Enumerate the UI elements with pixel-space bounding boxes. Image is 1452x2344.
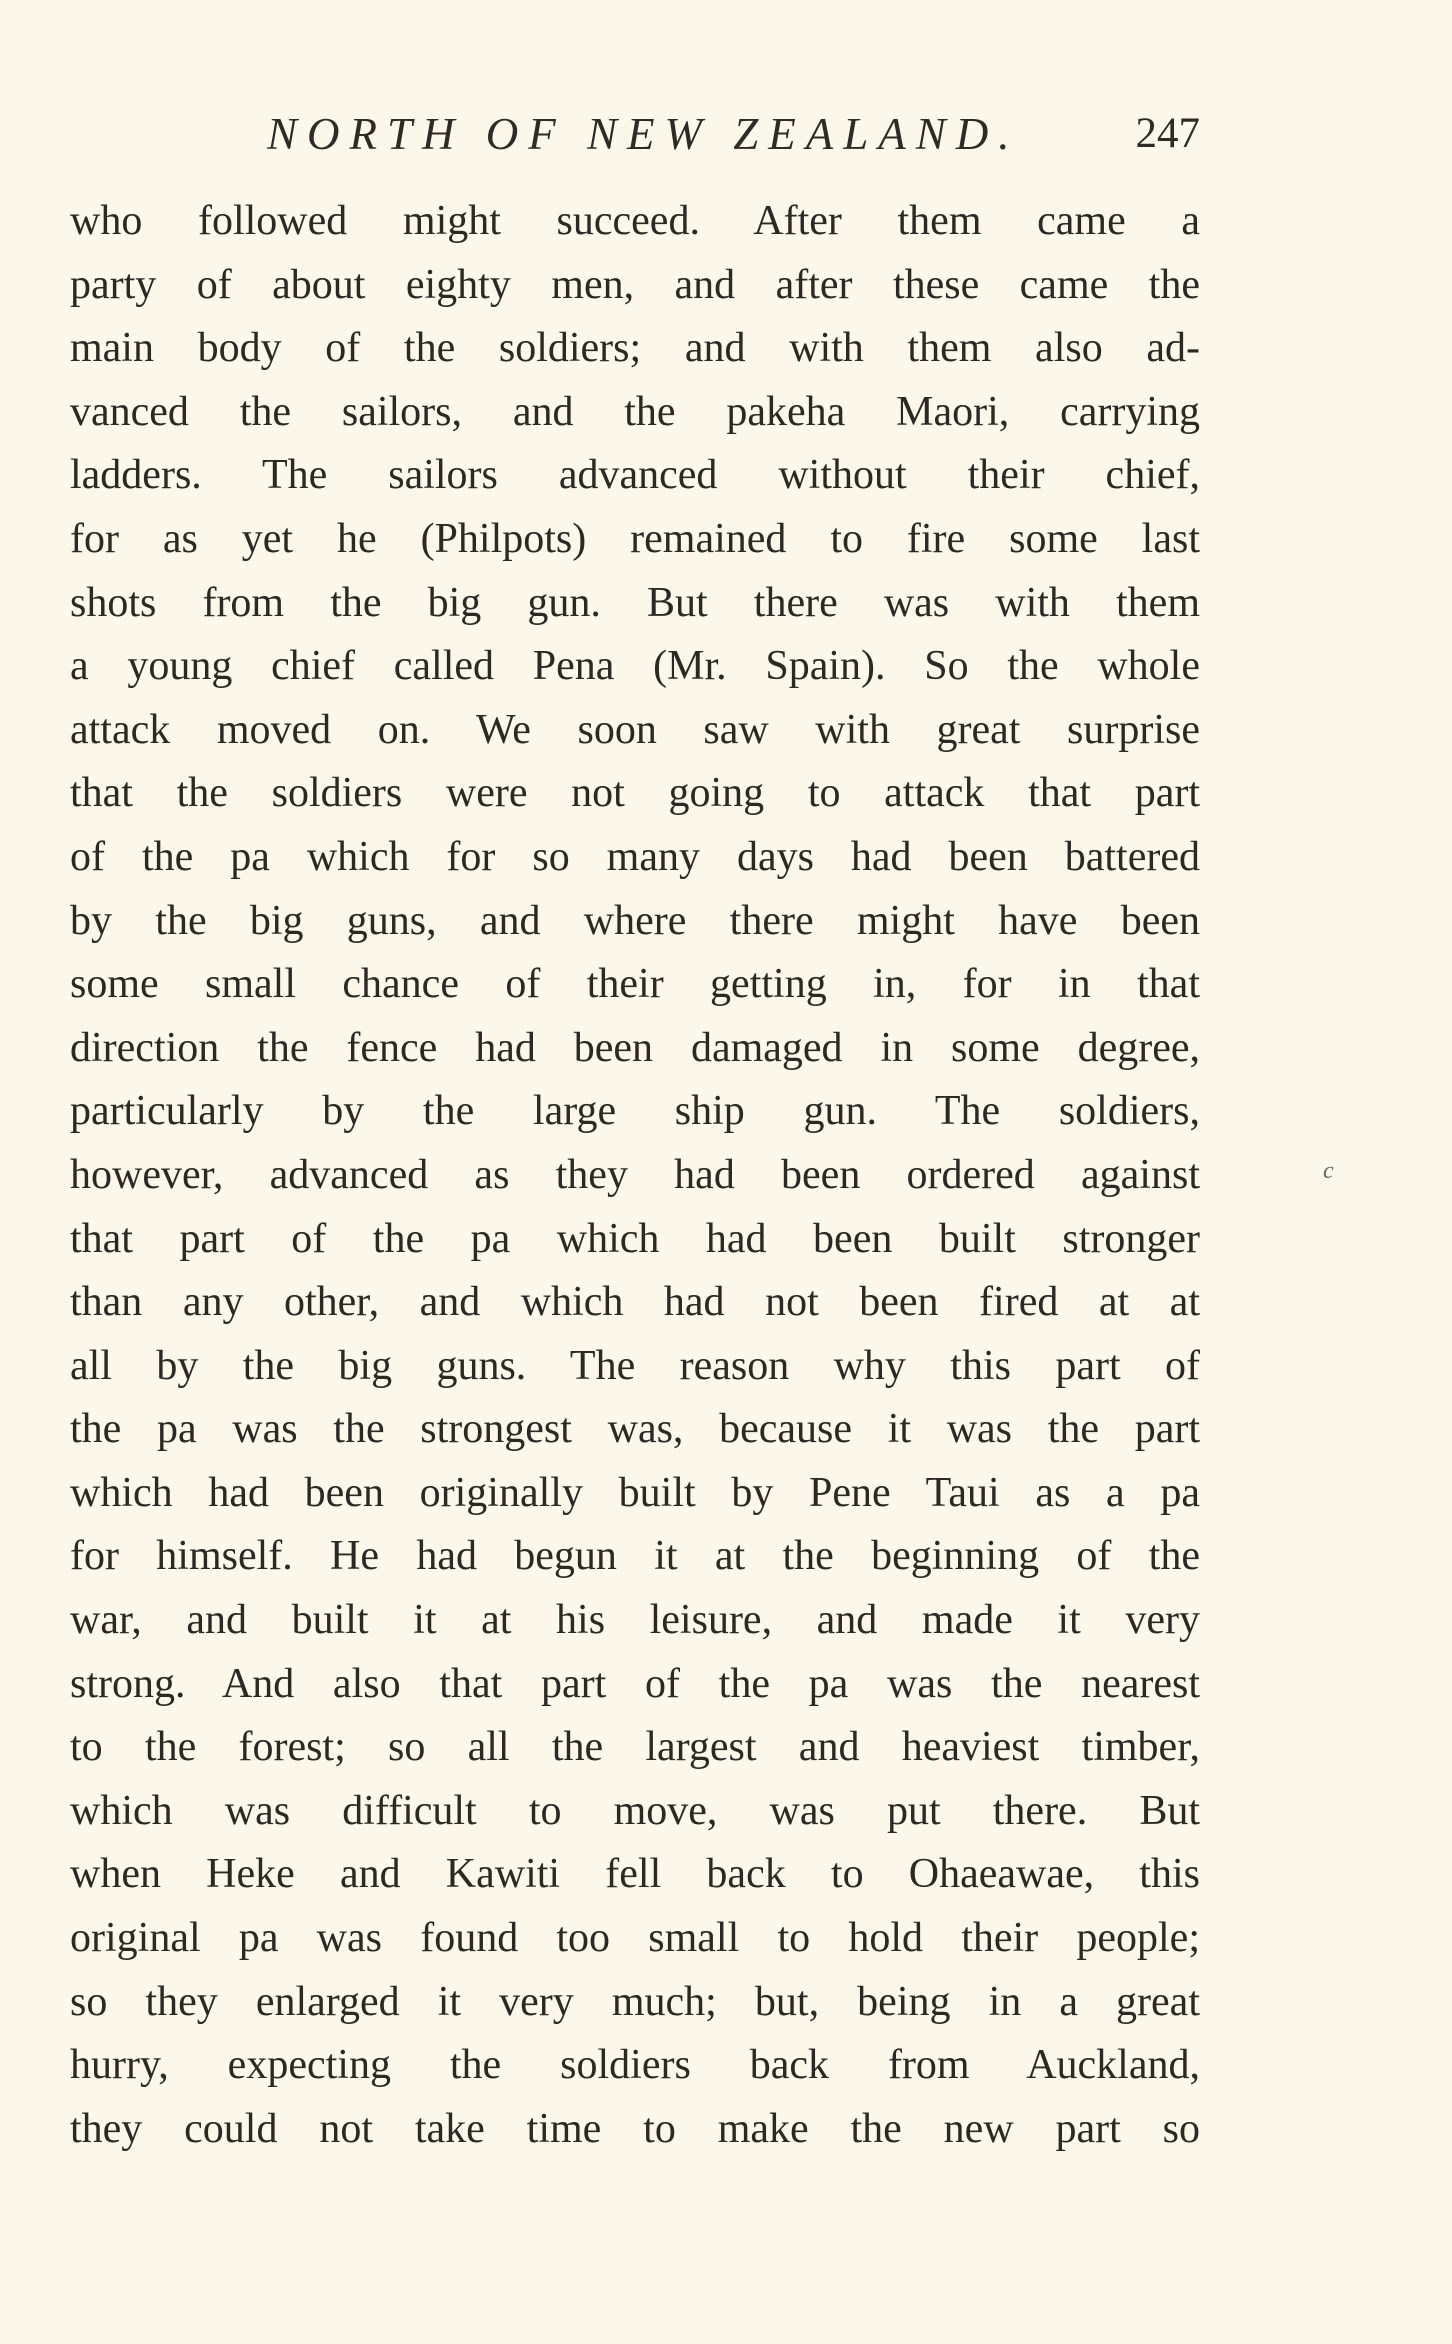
margin-mark: c [1323,1158,1334,1184]
text-line: party of about eighty men, and after these came the [70,261,1200,308]
running-head [70,104,1200,164]
text-line: to the forest; so all the largest and heaviest timber, [70,1724,1200,1771]
running-head-title: NORTH OF NEW ZEALAND. [267,109,1020,159]
text-line: which had been originally built by Pene Taui as a pa [70,1469,1200,1516]
text-line: when Heke and Kawiti fell back to Ohaeawae, this [70,1851,1200,1898]
text-line: for as yet he (Philpots) remained to fire some last [70,515,1200,562]
text-line: the pa was the strongest was, because it was the part [70,1406,1200,1453]
text-line: that part of the pa which had been built stronger [70,1215,1200,1262]
text-line: who followed might succeed. After them came a [70,198,1200,244]
text-line: all by the big guns. The reason why this part of [70,1342,1200,1389]
text-line: strong. And also that part of the pa was the nearest [70,1660,1200,1707]
text-line: original pa was found too small to hold their people; [70,1915,1200,1962]
text-line: war, and built it at his leisure, and made it very [70,1597,1200,1644]
text-line: ladders. The sailors advanced without their chief, [70,452,1200,499]
text-line: that the soldiers were not going to attack that part [70,770,1200,817]
text-line: main body of the soldiers; and with them also ad- [70,325,1200,372]
text-line: direction the fence had been damaged in some degree, [70,1024,1200,1071]
text-line: of the pa which for so many days had been battered [70,833,1200,880]
page-number: 247 [1135,110,1200,157]
text-line: shots from the big gun. But there was with them [70,579,1200,626]
text-line: a young chief called Pena (Mr. Spain). So the whole [70,643,1200,690]
text-line: than any other, and which had not been fired at at [70,1279,1200,1326]
text-line: hurry, expecting the soldiers back from Auckland, [70,2042,1200,2089]
text-line: by the big guns, and where there might have been [70,897,1200,944]
text-line: which was difficult to move, was put there. But [70,1787,1200,1834]
text-line: so they enlarged it very much; but, being in a great [70,1978,1200,2025]
body-text [70,190,1200,2161]
text-line: however, advanced as they had been ordered against [70,1151,1200,1198]
text-line: particularly by the large ship gun. The soldiers, [70,1088,1200,1135]
text-line: some small chance of their getting in, for in that [70,961,1200,1008]
text-line: they could not take time to make the new part so [70,2105,1200,2152]
text-line: vanced the sailors, and the pakeha Maori, carrying [70,388,1200,435]
text-line: attack moved on. We soon saw with great surprise [70,706,1200,753]
text-line: for himself. He had begun it at the beginning of the [70,1533,1200,1580]
